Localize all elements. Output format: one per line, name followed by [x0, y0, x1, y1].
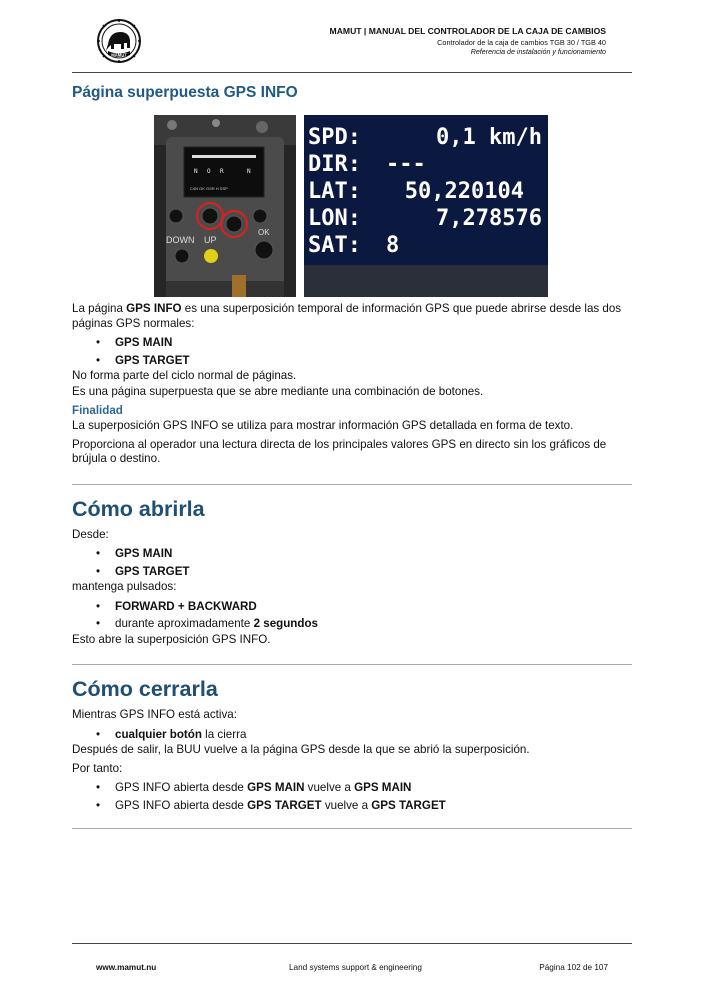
- button-ok-label: OK: [258, 228, 270, 237]
- display-label-3: R: [220, 168, 224, 175]
- list-item: [96, 779, 632, 797]
- intro-text-c: es una superposición temporal de información GPS que puede abrirse desde las dos páginas GPS normales:: [72, 302, 622, 330]
- list-item: [96, 615, 632, 633]
- gps-sat-value: 8: [386, 233, 400, 258]
- intro-p3: Es una página superpuesta que se abre mediante una combinación de botones.: [72, 384, 484, 398]
- abrir-combo-list: [96, 598, 632, 633]
- section-heading-cerrar: Cómo cerrarla: [72, 677, 218, 701]
- page-header: [72, 18, 632, 73]
- cerrar-close-list: [96, 726, 632, 744]
- button-down-label: DOWN: [166, 235, 195, 245]
- cerrar-return-list: [96, 779, 632, 814]
- list-item: [96, 545, 632, 563]
- abrir-duration-text: durante aproximadamente: [115, 617, 254, 630]
- display-label-2: O: [207, 168, 211, 175]
- divider: [72, 664, 632, 665]
- page-title: Página superpuesta GPS INFO: [72, 84, 298, 101]
- gps-lon-value: 7,278576: [436, 206, 542, 231]
- list-item: [96, 598, 632, 616]
- divider: [72, 828, 632, 829]
- finalidad-heading: Finalidad: [72, 404, 123, 417]
- intro-text-bold: GPS INFO: [126, 302, 182, 315]
- r1-text-a: GPS INFO abierta desde: [115, 781, 248, 794]
- list-item: [96, 726, 632, 744]
- abrir-item-gps-main: GPS MAIN: [115, 547, 173, 560]
- control-box-photo: [154, 115, 296, 297]
- finalidad-p2: Proporciona al operador una lectura directa de los principales valores GPS en directo sin los gráficos de brújula o destino.: [72, 437, 607, 465]
- r1-from: GPS MAIN: [247, 781, 305, 794]
- r1-text-c: vuelve a: [304, 781, 355, 794]
- logo-text: MAMUT: [111, 52, 127, 58]
- intro-item-gps-target: GPS TARGET: [115, 353, 190, 367]
- gps-spd-label: SPD:: [308, 125, 361, 150]
- intro-list: [96, 334, 632, 369]
- cerrar-mientras: Mientras GPS INFO está activa:: [72, 708, 237, 721]
- gps-dir-label: DIR:: [308, 152, 361, 177]
- gps-sat-label: SAT:: [308, 233, 361, 258]
- main-content: [72, 80, 632, 829]
- list-item: [96, 352, 632, 370]
- header-subtitle: Controlador de la caja de cambios TGB 30 / TGB 40: [437, 38, 606, 47]
- cerrar-close-bold: cualquier botón: [115, 727, 202, 741]
- gps-spd-value: 0,1 km/h: [436, 125, 542, 150]
- intro-paragraph: [72, 302, 632, 331]
- display-label-4: N: [247, 168, 251, 175]
- divider: [72, 484, 632, 485]
- header-title: MAMUT | MANUAL DEL CONTROLADOR DE LA CAJA DE CAMBIOS: [329, 26, 606, 36]
- gps-lat-value: 50,220104: [404, 179, 524, 204]
- gps-dir-value: ---: [386, 152, 426, 177]
- list-item: [96, 797, 632, 815]
- list-item: [96, 334, 632, 352]
- gps-lon-label: LON:: [308, 206, 361, 231]
- mamut-logo: [94, 18, 144, 64]
- r2-text-a: GPS INFO abierta desde: [115, 798, 248, 812]
- abrir-desde: Desde:: [72, 527, 109, 541]
- intro-section: [72, 302, 632, 467]
- abrir-mantenga: mantenga pulsados:: [72, 580, 177, 593]
- gps-info-display: [304, 115, 548, 297]
- footer-page-number: Página 102 de 107: [539, 963, 608, 972]
- footer-tagline: Land systems support & engineering: [289, 963, 422, 972]
- abrir-item-gps-target: GPS TARGET: [115, 564, 190, 578]
- gps-lat-label: LAT:: [308, 179, 361, 204]
- intro-p2: No forma parte del ciclo normal de páginas.: [72, 369, 297, 382]
- list-item: [96, 563, 632, 581]
- cerrar-portanto: Por tanto:: [72, 761, 123, 775]
- r2-to: GPS TARGET: [371, 798, 446, 812]
- r1-to: GPS MAIN: [354, 781, 412, 794]
- display-bottom-text: C4N GK GSR H SSP: [190, 186, 228, 191]
- abrir-source-list: [96, 545, 632, 580]
- cerrar-close-text: la cierra: [201, 727, 247, 741]
- footer-website[interactable]: www.mamut.nu: [96, 963, 157, 972]
- section-heading-abrir: Cómo abrirla: [72, 496, 205, 521]
- header-reference: Referencia de instalación y funcionamiento: [470, 48, 606, 56]
- abrir-combo: FORWARD + BACKWARD: [115, 599, 257, 613]
- abrir-duration-bold: 2 segundos: [253, 617, 319, 630]
- r2-from: GPS TARGET: [247, 798, 322, 812]
- intro-text-a: La página: [72, 302, 127, 315]
- button-up-label: UP: [204, 235, 217, 245]
- page-footer: [72, 943, 632, 983]
- r2-text-c: vuelve a: [321, 798, 372, 812]
- photos-row: [72, 115, 632, 297]
- header-text: [330, 26, 606, 56]
- cerrar-after: Después de salir, la BUU vuelve a la página GPS desde la que se abrió la superposición.: [72, 743, 530, 756]
- finalidad-p1: La superposición GPS INFO se utiliza para mostrar información GPS detallada en forma de texto.: [72, 419, 574, 432]
- intro-item-gps-main: GPS MAIN: [115, 336, 173, 349]
- display-label-1: N: [194, 168, 198, 175]
- abrir-result: Esto abre la superposición GPS INFO.: [72, 632, 271, 646]
